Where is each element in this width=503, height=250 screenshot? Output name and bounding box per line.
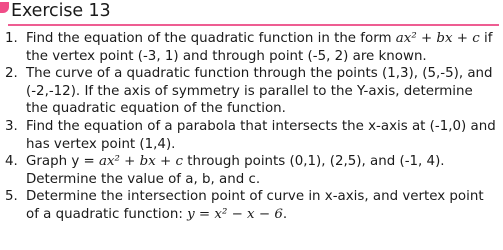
exercise-item-5 xyxy=(0,188,503,223)
accent-marker xyxy=(0,2,9,13)
math-expression: ax² + bx + c xyxy=(99,154,183,170)
item-text-post: through points (0,1), (2,5), and (-1, 4). Determine the value of a, b, and c. xyxy=(26,154,445,187)
item-number: 2. xyxy=(5,66,18,82)
math-expression: ax² + bx + c xyxy=(395,31,480,46)
exercise-item-2 xyxy=(0,65,503,118)
item-text-post: . xyxy=(282,206,288,222)
item-text-pre: Find the equation of the quadratic function in the form xyxy=(26,31,396,46)
item-number: 1. xyxy=(5,31,18,46)
title-underline xyxy=(8,24,499,26)
exercise-list xyxy=(0,30,503,224)
item-number: 5. xyxy=(5,189,18,205)
exercise-item-4 xyxy=(0,153,503,188)
item-text: The curve of a quadratic function through the points (1,3), (5,-5), and (-2,-12). If the axis of symmetry is parallel to the Y-axis, determine the quadratic equation of the function. xyxy=(26,66,493,117)
exercise-title: Exercise 13 xyxy=(11,1,111,21)
item-number: 3. xyxy=(5,118,18,134)
item-text: Find the equation of a parabola that intersects the x-axis at (-1,0) and has vertex point (1,4). xyxy=(26,118,496,152)
item-number: 4. xyxy=(5,154,18,170)
exercise-item-1 xyxy=(0,30,503,65)
item-text-post: if the vertex point (-3, 1) and through point (-5, 2) are known. xyxy=(26,31,493,64)
item-text-pre: Determine the intersection point of curve in x-axis, and vertex point of a quadratic function: xyxy=(26,189,484,222)
exercise-item-3 xyxy=(0,118,503,153)
item-text-pre: Graph y = xyxy=(26,154,99,170)
math-expression: y = x² − x − 6 xyxy=(187,206,283,222)
